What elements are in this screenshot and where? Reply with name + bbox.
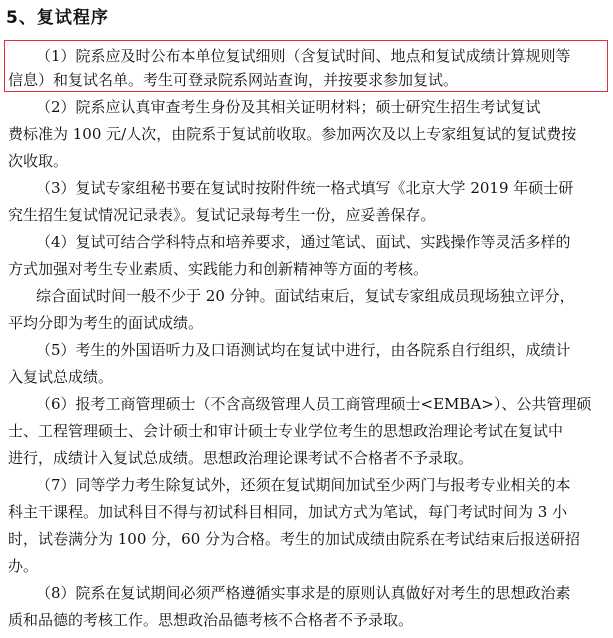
paragraph-7-line-4: 办。 — [8, 557, 39, 575]
paragraph-2-line-2: 费标准为 100 元/人次，由院系于复试前收取。参加两次及以上专家组复试的复试费按 — [8, 125, 577, 143]
paragraph-8-line-1: （8）院系在复试期间必须严格遵循实事求是的原则认真做好对考生的思想政治素 — [36, 584, 571, 602]
paragraph-3-line-1: （3）复试专家组秘书要在复试时按附件统一格式填写《北京大学 2019 年硕士研 — [36, 179, 574, 197]
paragraph-2-line-3: 次收取。 — [8, 152, 69, 170]
paragraph-4-line-2: 方式加强对考生专业素质、实践能力和创新精神等方面的考核。 — [8, 260, 429, 278]
paragraph-1-line-1: （1）院系应及时公布本单位复试细则（含复试时间、地点和复试成绩计算规则等 — [36, 47, 571, 65]
paragraph-interview-line-1: 综合面试时间一般不少于 20 分钟。面试结束后，复试专家组成员现场独立评分， — [36, 287, 575, 305]
paragraph-6-line-3: 进行，成绩计入复试总成绩。思想政治理论课考试不合格者不予录取。 — [8, 449, 474, 467]
paragraph-6-line-1: （6）报考工商管理硕士（不含高级管理人员工商管理硕士<EMBA>）、公共管理硕 — [36, 395, 592, 413]
paragraph-2-line-1: （2）院系应认真审查考生身份及其相关证明材料；硕士研究生招生考试复试 — [36, 98, 541, 116]
paragraph-5-line-2: 入复试总成绩。 — [8, 368, 114, 386]
paragraph-interview-line-2: 平均分即为考生的面试成绩。 — [8, 314, 204, 332]
paragraph-7-line-2: 科主干课程。加试科目不得与初试科目相同，加试方式为笔试，每门考试时间为 3 小 — [8, 503, 568, 521]
paragraph-5-line-1: （5）考生的外国语听力及口语测试均在复试中进行，由各院系自行组织，成绩计 — [36, 341, 571, 359]
paragraph-7-line-1: （7）同等学力考生除复试外，还须在复试期间加试至少两门与报考专业相关的本 — [36, 476, 571, 494]
section-heading: 5、复试程序 — [6, 8, 109, 28]
paragraph-6-line-2: 士、工程管理硕士、会计硕士和审计硕士专业学位考生的思想政治理论考试在复试中 — [8, 422, 564, 440]
paragraph-8-line-2: 质和品德的考核工作。思想政治品德考核不合格者不予录取。 — [8, 611, 414, 629]
paragraph-7-line-3: 时，试卷满分为 100 分，60 分为合格。考生的加试成绩由院系在考试结束后报送研招 — [8, 530, 581, 548]
paragraph-3-line-2: 究生招生复试情况记录表》。复试记录每考生一份，应妥善保存。 — [8, 206, 436, 224]
paragraph-1-line-2: 信息）和复试名单。考生可登录院系网站查询，并按要求参加复试。 — [8, 71, 459, 89]
paragraph-4-line-1: （4）复试可结合学科特点和培养要求，通过笔试、面试、实践操作等灵活多样的 — [36, 233, 571, 251]
